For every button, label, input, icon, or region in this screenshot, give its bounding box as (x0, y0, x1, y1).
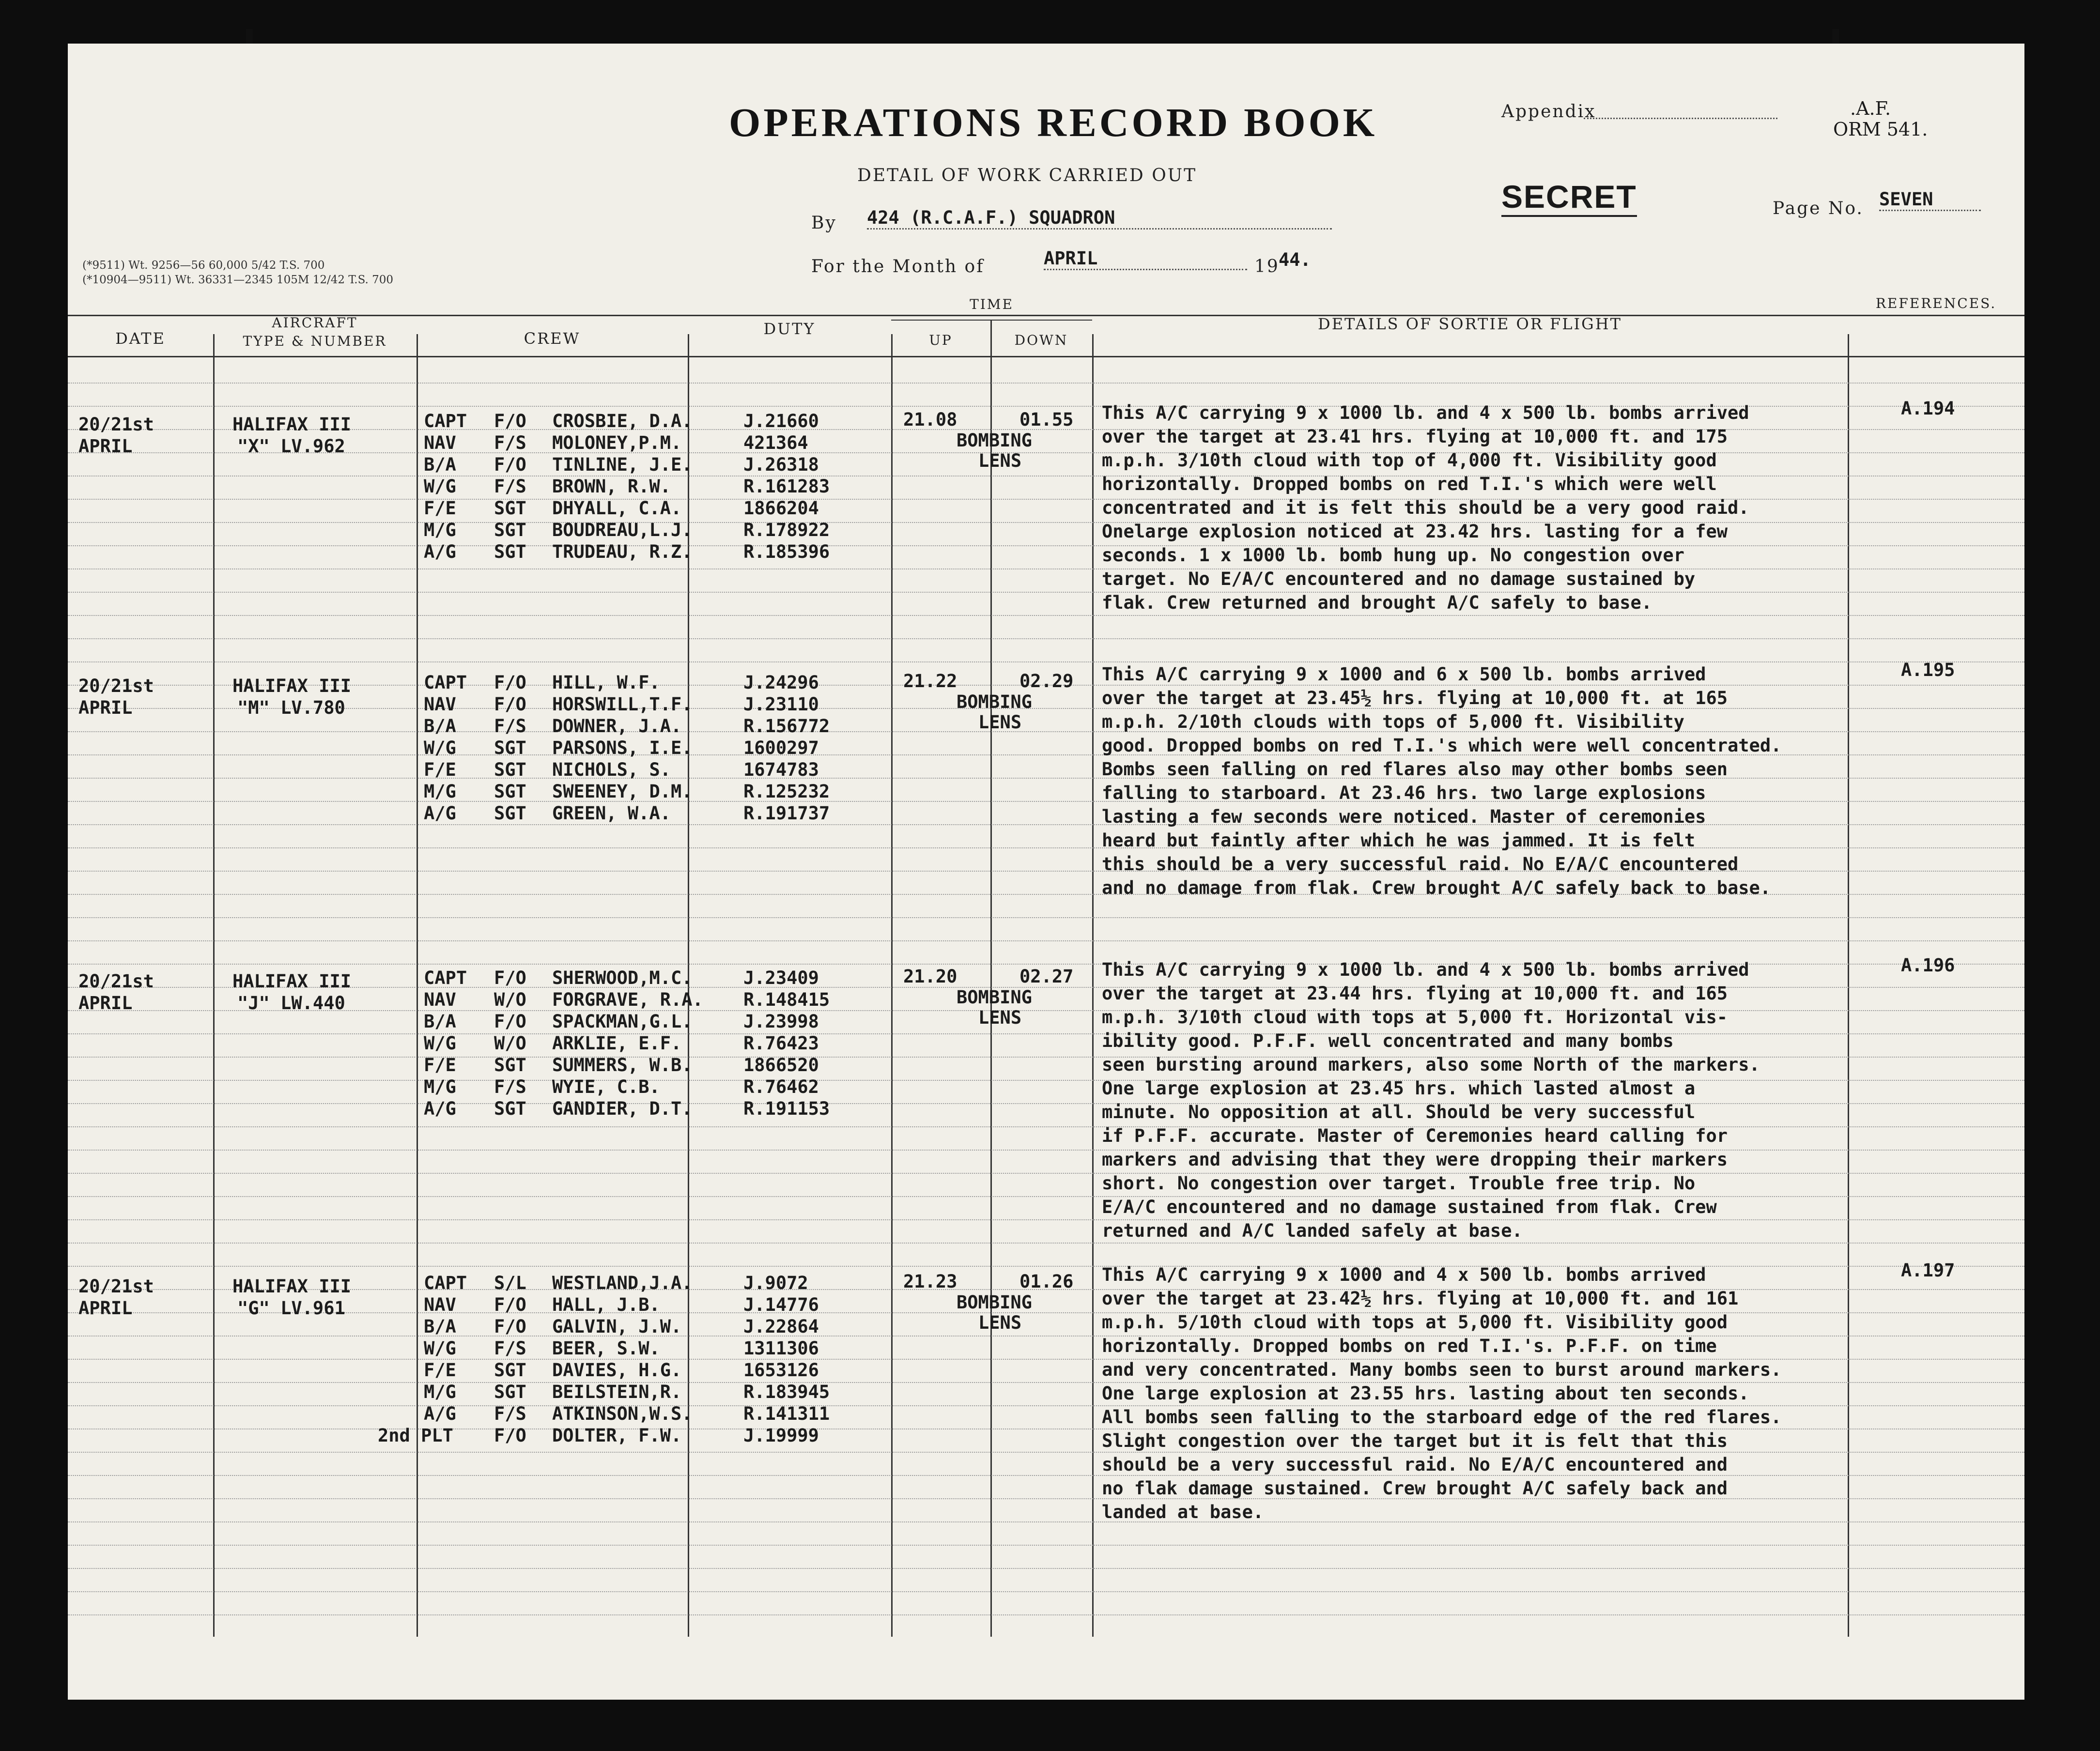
col-line-details (1848, 334, 1849, 1637)
crew-role: A/G (424, 1403, 456, 1424)
crew-name: MOLONEY,P.M. (552, 432, 682, 453)
ruled-line (68, 383, 2024, 384)
aircraft-number: "X" LV.962 (237, 436, 345, 457)
crew-duty: J.23110 (743, 694, 819, 715)
crew-duty: R.156772 (743, 716, 830, 737)
crew-duty: J.23409 (743, 968, 819, 988)
ruled-line (68, 1243, 2024, 1244)
crew-duty: 1600297 (743, 737, 819, 758)
crew-role: W/G (424, 1033, 456, 1054)
aircraft-number: "J" LW.440 (237, 993, 345, 1014)
time-up: 21.20 (903, 966, 957, 987)
target-name: LENS (978, 712, 1022, 733)
target-name: LENS (978, 1007, 1022, 1028)
crew-name: BEER, S.W. (552, 1338, 660, 1359)
crew-duty: R.191737 (743, 803, 830, 824)
sortie-date: 20/21st (78, 414, 154, 435)
crew-role: CAPT (424, 672, 467, 693)
crew-duty: 1674783 (743, 759, 819, 780)
crew-role: M/G (424, 1076, 456, 1097)
crew-rank: F/S (494, 1338, 526, 1359)
reference-number: A.194 (1901, 398, 1955, 419)
crew-role: B/A (424, 716, 456, 737)
by-label: By (811, 213, 837, 233)
target-label: BOMBING (957, 987, 1032, 1008)
crew-duty: J.22864 (743, 1316, 819, 1337)
crew-name: ATKINSON,W.S. (552, 1403, 693, 1424)
crew-duty: R.161283 (743, 476, 830, 497)
crew-duty: 421364 (743, 432, 808, 453)
ruled-line (68, 1545, 2024, 1546)
crew-duty: J.23998 (743, 1011, 819, 1032)
sortie-date-month: APRIL (78, 436, 133, 457)
time-down: 02.27 (1019, 966, 1074, 987)
crew-role: NAV (424, 694, 456, 715)
crew-name: TRUDEAU, R.Z. (552, 541, 693, 562)
crew-role: A/G (424, 541, 456, 562)
squadron-value: 424 (R.C.A.F.) SQUADRON (867, 207, 1332, 230)
crew-role: M/G (424, 520, 456, 540)
crew-duty: 1866204 (743, 498, 819, 519)
crew-duty: J.26318 (743, 454, 819, 475)
col-header-details: DETAILS OF SORTIE OR FLIGHT (1318, 315, 1622, 333)
crew-rank: SGT (494, 541, 526, 562)
page-title: OPERATIONS RECORD BOOK (729, 100, 1378, 145)
crew-duty: 1866520 (743, 1055, 819, 1075)
crew-rank: F/S (494, 476, 526, 497)
crew-role: M/G (424, 1382, 456, 1402)
sortie-details: This A/C carrying 9 x 1000 and 4 x 500 lb. bombs arrived over the target at 23.42½ hrs. flying at 10,000 ft. and 161 m.p.h. 5/10th cloud with tops at 5,000 ft. Visibility good horizontally. Dropped bombs on red T.I.'s. P.F.F. on time and very concentrated. Many bombs seen to burst around markers. One large explosion at 23.55 hrs. lasting about ten seconds. All bombs seen falling to the starboard edge of the red flares. Slight congestion over the target but it is felt that this should be a very successful raid. No E/A/C encountered and no flak damage sustained. Crew brought A/C safely back and landed at base. (1102, 1264, 1782, 1522)
print-code-2: (*10904—9511) Wt. 36331—2345 105M 12/42 T.S. 700 (82, 274, 394, 286)
crew-duty: R.178922 (743, 520, 830, 540)
time-up: 21.23 (903, 1271, 957, 1292)
crew-duty: J.14776 (743, 1294, 819, 1315)
col-header-time: TIME (970, 296, 1014, 312)
crew-rank: SGT (494, 520, 526, 540)
ruled-line (68, 1614, 2024, 1615)
crew-role: B/A (424, 1011, 456, 1032)
crew-name: SPACKMAN,G.L. (552, 1011, 693, 1032)
crew-role: B/A (424, 1316, 456, 1337)
crew-role: W/G (424, 1338, 456, 1359)
time-up: 21.22 (903, 671, 957, 691)
month-label: For the Month of (811, 257, 985, 276)
crew-name: HALL, J.B. (552, 1294, 660, 1315)
col-header-date: DATE (115, 329, 166, 348)
crew-rank: SGT (494, 781, 526, 802)
crew-rank: SGT (494, 737, 526, 758)
crew-rank: SGT (494, 498, 526, 519)
col-line-down (1092, 334, 1094, 1637)
crew-role: F/E (424, 1360, 456, 1381)
crew-role: CAPT (424, 411, 467, 431)
crew-role: F/E (424, 498, 456, 519)
crew-name: WESTLAND,J.A. (552, 1273, 693, 1293)
sortie-date-month: APRIL (78, 993, 133, 1014)
crew-name: SHERWOOD,M.C. (552, 968, 693, 988)
crew-rank: SGT (494, 1382, 526, 1402)
crew-name: CROSBIE, D.A. (552, 411, 693, 431)
crew-duty: J.9072 (743, 1273, 808, 1293)
crew-rank: F/O (494, 454, 526, 475)
crew-name: FORGRAVE, R.A. (552, 989, 703, 1010)
form-page (68, 44, 2024, 1700)
crew-rank: F/S (494, 1076, 526, 1097)
ruled-line (68, 615, 2024, 616)
sortie-date-month: APRIL (78, 1298, 133, 1319)
crew-name: GREEN, W.A. (552, 803, 671, 824)
appendix-field (1584, 114, 1777, 119)
col-header-references: REFERENCES. (1875, 295, 1997, 311)
sortie-details: This A/C carrying 9 x 1000 lb. and 4 x 500 lb. bombs arrived over the target at 23.44 hrs. flying at 10,000 ft. and 165 m.p.h. 3/10th cloud with tops at 5,000 ft. Horizontal vis- ibility good. P.F.F. well concentrated and many bombs seen bursting around markers, also some North of the markers. One large explosion at 23.45 hrs. which lasted almost a minute. No opposition at all. Should be very successful if P.F.F. accurate. Master of Ceremonies heard calling for markers and advising that they were dropping their markers short. No congestion over target. Trouble free trip. No E/A/C encountered and no damage sustained from flak. Crew returned and A/C landed safely at base. (1102, 959, 1760, 1241)
col-header-up: UP (929, 332, 953, 348)
ruled-line (68, 1568, 2024, 1569)
crew-duty: R.76462 (743, 1076, 819, 1097)
sortie-date-month: APRIL (78, 697, 133, 718)
crew-name: PARSONS, I.E. (552, 737, 693, 758)
col-header-aircraft-sub: TYPE & NUMBER (243, 333, 387, 349)
crew-rank: F/O (494, 1294, 526, 1315)
sortie-date: 20/21st (78, 1276, 154, 1297)
sortie-date: 20/21st (78, 676, 154, 696)
aircraft-type: HALIFAX III (232, 971, 352, 992)
crew-name: WYIE, C.B. (552, 1076, 660, 1097)
crew-rank: F/O (494, 968, 526, 988)
crew-role: NAV (424, 1294, 456, 1315)
crew-role: NAV (424, 432, 456, 453)
print-code-1: (*9511) Wt. 9256—56 60,000 5/42 T.S. 700 (82, 259, 325, 272)
target-label: BOMBING (957, 1292, 1032, 1313)
month-value: APRIL (1044, 248, 1247, 270)
reference-number: A.195 (1901, 660, 1955, 680)
col-line-duty (891, 334, 893, 1637)
crew-name: DHYALL, C.A. (552, 498, 682, 519)
sortie-details: This A/C carrying 9 x 1000 lb. and 4 x 500 lb. bombs arrived over the target at 23.41 hrs. flying at 10,000 ft. and 175 m.p.h. 3/10th cloud with top of 4,000 ft. Visibility good horizontally. Dropped bombs on red T.I.'s which were well concentrated and it is felt this should be a very good raid. Onelarge explosion noticed at 23.42 hrs. lasting for a few seconds. 1 x 1000 lb. bomb hung up. No congestion over target. No E/A/C encountered and no damage sustained by flak. Crew returned and brought A/C safely to base. (1102, 402, 1749, 613)
crew-duty: J.19999 (743, 1425, 819, 1446)
crew-name: TINLINE, J.E. (552, 454, 693, 475)
crew-rank: F/O (494, 672, 526, 693)
crew-name: HORSWILL,T.F. (552, 694, 693, 715)
crew-rank: SGT (494, 1098, 526, 1119)
crew-rank: SGT (494, 1360, 526, 1381)
crew-rank: SGT (494, 803, 526, 824)
ruled-line (68, 917, 2024, 918)
crew-name: DOWNER, J.A. (552, 716, 682, 737)
target-label: BOMBING (957, 430, 1032, 451)
form-number-1: .A.F. (1850, 98, 1891, 119)
target-label: BOMBING (957, 691, 1032, 712)
crew-duty: R.141311 (743, 1403, 830, 1424)
time-down: 02.29 (1019, 671, 1074, 691)
crew-name: GANDIER, D.T. (552, 1098, 693, 1119)
ruled-line (68, 940, 2024, 941)
crew-role: NAV (424, 989, 456, 1010)
sortie-details: This A/C carrying 9 x 1000 and 6 x 500 lb. bombs arrived over the target at 23.45½ hrs. flying at 10,000 ft. at 165 m.p.h. 2/10th clouds with tops of 5,000 ft. Visibility good. Dropped bombs on red T.I.'s which were well concentrated. Bombs seen falling on red flares also may other bombs seen falling to starboard. At 23.46 hrs. two large explosions lasting a few seconds were noticed. Master of ceremonies heard but faintly after which he was jammed. It is felt this should be a very successful raid. No E/A/C encountered and no damage from flak. Crew brought A/C safely back to base. (1102, 664, 1782, 898)
crew-duty: 1311306 (743, 1338, 819, 1359)
year-suffix: 44. (1279, 249, 1311, 270)
crew-rank: W/O (494, 989, 526, 1010)
crew-rank: SGT (494, 759, 526, 780)
appendix-label: Appendix (1501, 102, 1596, 122)
crew-rank: F/O (494, 694, 526, 715)
crew-role: F/E (424, 1055, 456, 1075)
year-prefix: 19 (1254, 257, 1280, 276)
crew-rank: W/O (494, 1033, 526, 1054)
sortie-date: 20/21st (78, 971, 154, 992)
table-header-line (68, 356, 2024, 357)
crew-rank: F/S (494, 432, 526, 453)
crew-role: W/G (424, 737, 456, 758)
crew-role: W/G (424, 476, 456, 497)
col-header-duty: DUTY (763, 320, 816, 338)
crew-duty: R.125232 (743, 781, 830, 802)
crew-role: CAPT (424, 1273, 467, 1293)
crew-duty: R.76423 (743, 1033, 819, 1054)
reference-number: A.197 (1901, 1260, 1955, 1281)
crew-rank: F/S (494, 1403, 526, 1424)
col-line-date (213, 334, 215, 1637)
col-line-up (990, 320, 992, 1637)
aircraft-type: HALIFAX III (232, 676, 352, 696)
col-header-down: DOWN (1014, 332, 1068, 348)
target-name: LENS (978, 450, 1022, 471)
crew-role: CAPT (424, 968, 467, 988)
crew-role: A/G (424, 803, 456, 824)
aircraft-type: HALIFAX III (232, 1276, 352, 1297)
time-up: 21.08 (903, 409, 957, 430)
crew-rank: F/O (494, 1316, 526, 1337)
time-down: 01.26 (1019, 1271, 1074, 1292)
crew-role: A/G (424, 1098, 456, 1119)
page-subtitle: DETAIL OF WORK CARRIED OUT (857, 166, 1197, 185)
aircraft-number: "G" LV.961 (237, 1298, 345, 1319)
aircraft-number: "M" LV.780 (237, 697, 345, 718)
crew-rank: F/S (494, 716, 526, 737)
crew-name: ARKLIE, E.F. (552, 1033, 682, 1054)
crew-role: F/E (424, 759, 456, 780)
crew-name: HILL, W.F. (552, 672, 660, 693)
reference-number: A.196 (1901, 955, 1955, 976)
target-name: LENS (978, 1312, 1022, 1333)
crew-rank: F/O (494, 411, 526, 431)
crew-role: 2nd PLT (378, 1425, 453, 1446)
aircraft-type: HALIFAX III (232, 414, 352, 435)
crew-name: DAVIES, H.G. (552, 1360, 682, 1381)
ruled-line (68, 638, 2024, 639)
crew-name: SWEENEY, D.M. (552, 781, 693, 802)
crew-rank: F/O (494, 1011, 526, 1032)
crew-role: B/A (424, 454, 456, 475)
crew-name: BROWN, R.W. (552, 476, 671, 497)
crew-duty: J.24296 (743, 672, 819, 693)
crew-duty: R.185396 (743, 541, 830, 562)
crew-duty: R.191153 (743, 1098, 830, 1119)
secret-stamp: SECRET (1501, 178, 1637, 217)
crew-rank: S/L (494, 1273, 526, 1293)
crew-duty: J.21660 (743, 411, 819, 431)
crew-role: M/G (424, 781, 456, 802)
crew-name: NICHOLS, S. (552, 759, 671, 780)
crew-name: SUMMERS, W.B. (552, 1055, 693, 1075)
form-number-2: ORM 541. (1833, 119, 1928, 140)
time-down: 01.55 (1019, 409, 1074, 430)
crew-rank: F/O (494, 1425, 526, 1446)
col-header-aircraft: AIRCRAFT (272, 315, 358, 331)
crew-name: BOUDREAU,L.J. (552, 520, 693, 540)
col-header-crew: CREW (524, 329, 581, 348)
crew-name: GALVIN, J.W. (552, 1316, 682, 1337)
crew-name: BEILSTEIN,R. (552, 1382, 682, 1402)
crew-rank: SGT (494, 1055, 526, 1075)
page-no-value: SEVEN (1879, 189, 1981, 211)
ruled-line (68, 1591, 2024, 1592)
crew-duty: 1653126 (743, 1360, 819, 1381)
page-no-label: Page No. (1773, 199, 1864, 218)
crew-duty: R.183945 (743, 1382, 830, 1402)
crew-name: DOLTER, F.W. (552, 1425, 682, 1446)
crew-duty: R.148415 (743, 989, 830, 1010)
